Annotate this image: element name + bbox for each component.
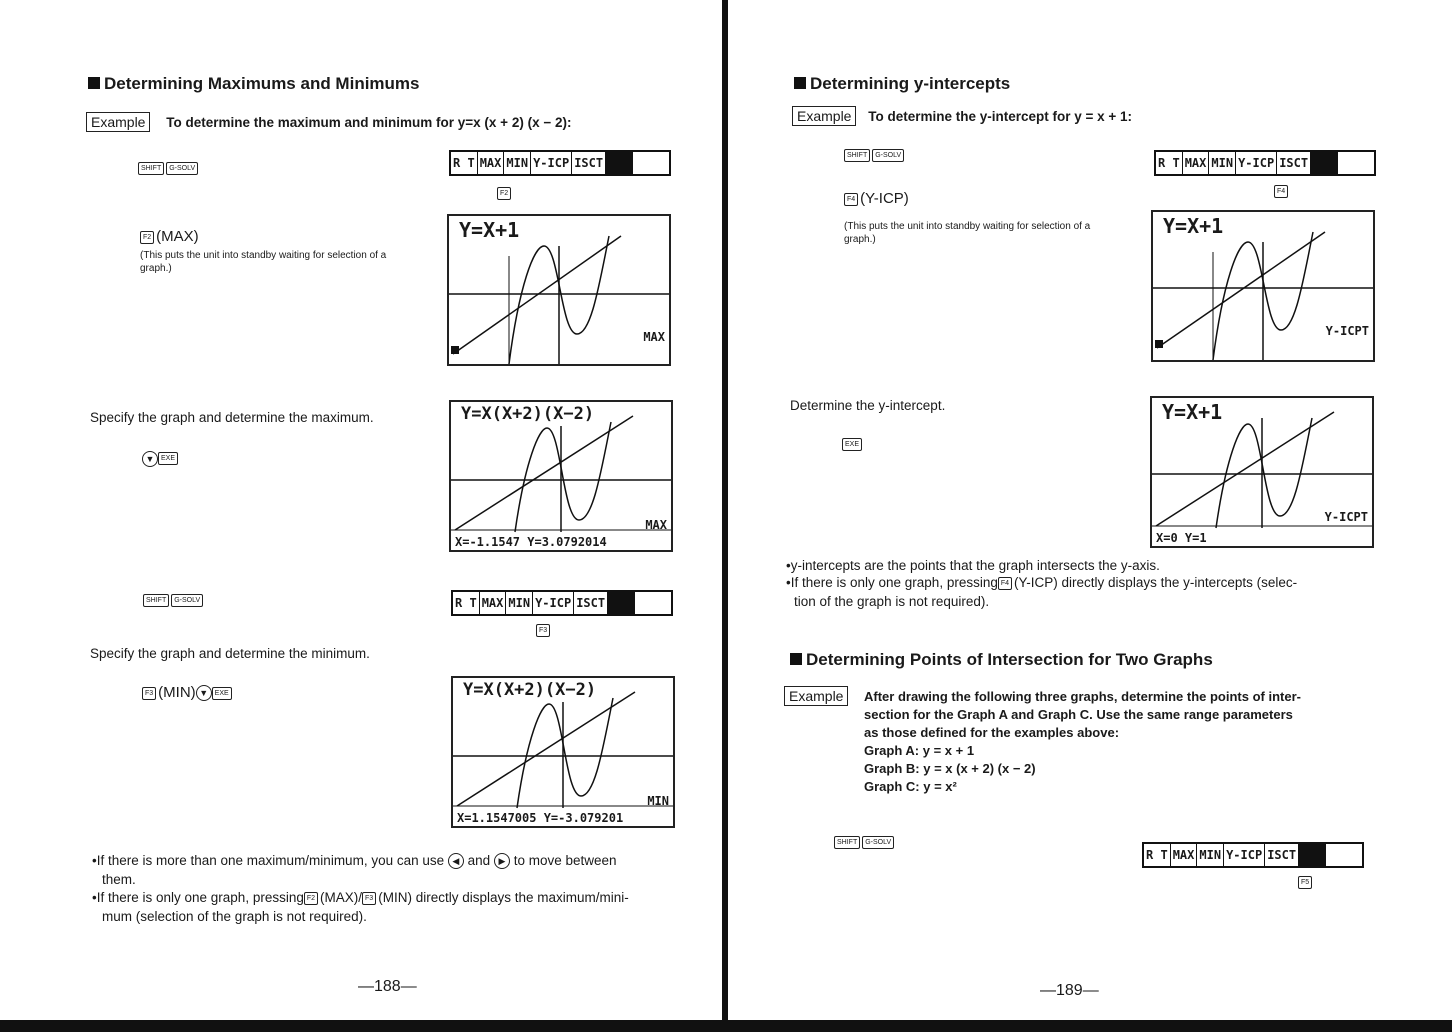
menu-scroll-icon [1299, 844, 1326, 866]
menu-isct: ISCT [1277, 152, 1311, 174]
screen-mode-tag: Y-ICPT [1325, 324, 1369, 338]
section-heading: Determining y-intercepts [794, 74, 1010, 94]
function-menu-bar [1154, 150, 1376, 176]
screen-readout: X=1.1547005 Y=-3.079201 [457, 811, 624, 825]
graph-a-equation: Graph A: y = x + 1 [864, 743, 975, 758]
screen-formula: Y=X(X+2)(X−2) [463, 680, 597, 700]
menu-scroll-icon [608, 592, 635, 614]
example-label: Example [784, 686, 848, 706]
menu-min: MIN [506, 592, 533, 614]
left-page [0, 0, 722, 1020]
menu-key-indicator [1274, 183, 1290, 201]
screen-formula: Y=X(X+2)(X−2) [461, 404, 595, 424]
menu-rt: R T [1156, 152, 1183, 174]
example2-label-wrap [784, 686, 848, 706]
menu-scroll-icon [1311, 152, 1338, 174]
exe-key-icon: EXE [212, 687, 232, 700]
f5-key-icon: F5 [1298, 876, 1312, 889]
screen-formula: Y=X+1 [459, 218, 520, 242]
screen-mode-tag: MAX [643, 330, 665, 344]
example-text: To determine the y-intercept for y = x + 1: [868, 109, 1133, 124]
example-label: Example [86, 112, 150, 132]
function-menu-bar [451, 590, 673, 616]
step-max: F2 (MAX) [140, 228, 199, 245]
example-label: Example [792, 106, 856, 126]
screen-formula: Y=X+1 [1162, 400, 1223, 424]
menu-yicp: Y-ICP [531, 152, 572, 174]
calculator-screen-1 [447, 214, 671, 366]
key-sequence-4: F3 (MIN) ▼ EXE [142, 684, 234, 701]
menu-max: MAX [480, 592, 507, 614]
menu-min: MIN [1197, 844, 1224, 866]
example-text: To determine the maximum and minimum for y=x (x + 2) (x − 2): [166, 115, 572, 130]
bullet-square-icon [790, 653, 802, 665]
key-sequence-3 [834, 834, 896, 852]
screen-mode-tag: Y-ICPT [1324, 510, 1368, 524]
cursor-right-icon: ▶ [494, 853, 510, 869]
example-row [792, 106, 1132, 126]
menu-yicp: Y-ICP [1224, 844, 1265, 866]
screen-mode-tag: MAX [645, 518, 667, 532]
right-page [728, 0, 1452, 1020]
f2-key-icon: F2 [497, 187, 511, 200]
menu-max: MAX [1183, 152, 1210, 174]
calculator-screen-3 [451, 676, 675, 828]
exe-key-icon: EXE [158, 452, 178, 465]
cursor-left-icon: ◀ [448, 853, 464, 869]
f4-key-icon: F4 [844, 193, 858, 206]
menu-isct: ISCT [572, 152, 606, 174]
graph-c-equation: Graph C: y = x² [864, 779, 957, 794]
menu-key-indicator [536, 622, 552, 640]
shift-key-icon: SHIFT [138, 162, 164, 175]
key-sequence-2 [842, 436, 864, 454]
page-number: —189— [1040, 982, 1099, 999]
f3-key-icon: F3 [362, 892, 376, 905]
screen-readout: X=0 Y=1 [1156, 531, 1207, 545]
calculator-screen-2 [449, 400, 673, 552]
bullet-square-icon [794, 77, 806, 89]
f3-key-icon: F3 [536, 624, 550, 637]
function-menu-bar [449, 150, 671, 176]
menu-rt: R T [453, 592, 480, 614]
step-yicp: F4 (Y-ICP) [844, 190, 909, 207]
screen-mode-tag: MIN [647, 794, 669, 808]
exe-key-icon: EXE [842, 438, 862, 451]
shift-key-icon: SHIFT [143, 594, 169, 607]
menu-isct: ISCT [574, 592, 608, 614]
section-heading-2: Determining Points of Intersection for Two Graphs [790, 650, 1213, 670]
section-heading: Determining Maximums and Minimums [88, 74, 420, 94]
standby-note: (This puts the unit into standby waiting for selection of a graph.) [140, 250, 387, 274]
menu-max: MAX [1171, 844, 1198, 866]
menu-rt: R T [451, 152, 478, 174]
function-menu-bar [1142, 842, 1364, 868]
gsolv-key-icon: G-SOLV [166, 162, 198, 175]
screen-formula: Y=X+1 [1163, 214, 1224, 238]
shift-key-icon: SHIFT [844, 149, 870, 162]
shift-key-icon: SHIFT [834, 836, 860, 849]
f3-key-icon: F3 [142, 687, 156, 700]
key-sequence-1 [138, 160, 200, 178]
key-sequence-2 [142, 450, 180, 468]
page-number: —188— [358, 978, 417, 995]
menu-min: MIN [1209, 152, 1236, 174]
gsolv-key-icon: G-SOLV [862, 836, 894, 849]
graph-plot [451, 402, 671, 550]
example-row [86, 112, 571, 132]
f4-key-icon: F4 [998, 577, 1012, 590]
menu-yicp: Y-ICP [533, 592, 574, 614]
example2-line: After drawing the following three graphs, determine the points of inter- [864, 689, 1301, 704]
note-single-graph: •If there is only one graph, pressing F2 (MAX)/ F3 (MIN) directly displays the maximum/mini- mum (selection of the graph is not required). [92, 890, 629, 924]
menu-scroll-icon [606, 152, 633, 174]
cursor-down-icon: ▼ [142, 451, 158, 467]
menu-key-indicator [1298, 874, 1314, 892]
graph-plot [453, 678, 673, 826]
standby-note: (This puts the unit into standby waiting for selection of a graph.) [844, 221, 1091, 245]
screen-readout: X=-1.1547 Y=3.0792014 [455, 535, 607, 549]
instruction-yintercept: Determine the y-intercept. [790, 398, 946, 413]
gsolv-key-icon: G-SOLV [171, 594, 203, 607]
f4-key-icon: F4 [1274, 185, 1288, 198]
example2-line: section for the Graph A and Graph C. Use the same range parameters [864, 707, 1293, 722]
menu-min: MIN [504, 152, 531, 174]
instruction-maximum: Specify the graph and determine the maximum. [90, 410, 374, 425]
menu-key-indicator [497, 185, 513, 203]
gsolv-key-icon: G-SOLV [872, 149, 904, 162]
example2-line: as those defined for the examples above: [864, 725, 1120, 740]
menu-max: MAX [478, 152, 505, 174]
graph-b-equation: Graph B: y = x (x + 2) (x − 2) [864, 761, 1036, 776]
note-yintercept-definition: •y-intercepts are the points that the graph intersects the y-axis. [786, 558, 1160, 573]
key-sequence-3 [143, 592, 205, 610]
f2-key-icon: F2 [304, 892, 318, 905]
example2-text [864, 688, 1301, 796]
calculator-screen-1 [1151, 210, 1375, 362]
f2-key-icon: F2 [140, 231, 154, 244]
calculator-screen-2 [1150, 396, 1374, 548]
bottom-edge [0, 1020, 1452, 1032]
key-sequence-1 [844, 147, 906, 165]
cursor-down-icon: ▼ [196, 685, 212, 701]
menu-yicp: Y-ICP [1236, 152, 1277, 174]
bullet-square-icon [88, 77, 100, 89]
menu-isct: ISCT [1265, 844, 1299, 866]
note-single-graph: •If there is only one graph, pressing F4 (Y-ICP) directly displays the y-intercepts (selec- tion of the graph is not required). [786, 575, 1298, 609]
instruction-minimum: Specify the graph and determine the minimum. [90, 646, 370, 661]
menu-rt: R T [1144, 844, 1171, 866]
note-multiple-extrema: •If there is more than one maximum/minimum, you can use ◀ and ▶ to move between them. [92, 853, 617, 887]
